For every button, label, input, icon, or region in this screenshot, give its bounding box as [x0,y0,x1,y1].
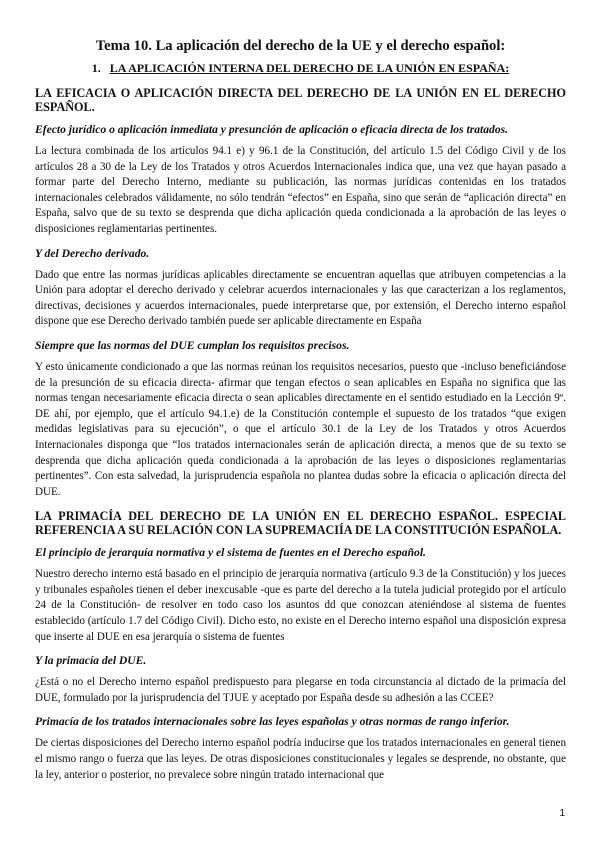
subsection-heading-italic: El principio de jerarquía normativa y el sistema de fuentes en el Derecho español. [35,546,426,560]
section-heading [35,61,566,76]
page-number: 1 [559,808,565,819]
section-heading-bold: LA EFICACIA O APLICACIÓN DIRECTA DEL DERECHO DE LA UNIÓN EN EL DERECHO ESPAÑOL. [35,86,566,114]
section-number: 1. [91,61,101,75]
section-heading-bold: LA PRIMACÍA DEL DERECHO DE LA UNIÓN EN EL DERECHO ESPAÑOL. ESPECIAL REFERENCIA A SU RELACIÓN CON LA SUPREMACIÍA DE LA CONSTITUCIÓN ESPAÑOLA. [35,509,566,538]
document-body [35,86,566,783]
paragraph: ¿Está o no el Derecho interno español predispuesto para plegarse en toda circunstancia al dictado de la primacía del DUE, formulado por la jurisprudencia del TJUE y aceptado por España desde su adhesión a las CCEE? [35,676,566,704]
paragraph: Nuestro derecho interno está basado en el principio de jerarquía normativa (artículo 9.3 de la Constitución) y los jueces y tribunales españoles tienen el deber inexcusable -que es parte del derecho a la tutela judicial protegido por el artículo 24 de la Constitución- de resolver en todo caso los asuntos dd que conozcan ateniéndose al sistema de fuentes establecido (artículo 1.7 del Código Civil). Dicho esto, no existe en el Derecho interno español una disposición expresa que inserte al DUE en esa jerarquía o sistema de fuentes [35,568,566,643]
paragraph: Dado que entre las normas jurídicas aplicables directamente se encuentran aquellas que atribuyen competencias a la Unión para adoptar el derecho derivado y celebrar acuerdos internacionales y las que caracterizan a los reglamentos, directivas, decisiones y acuerdos internacionales, puede interpretarse que, por extensión, el Derecho interno español dispone que ese Derecho derivado también puede ser aplicable directamente en España [35,268,566,328]
subsection-heading-italic: Siempre que las normas del DUE cumplan los requisitos precisos. [35,338,350,352]
paragraph: La lectura combinada de los artículos 94.1 e) y 96.1 de la Constitución, del artículo 1.5 del Código Civil y de los artículos 28 a 30 de la Ley de los Tratados y otros Acuerdos Internacionales indica que, una vez que hayan pasado a formar parte del Derecho Interno, mediante su publicación, las normas jurídicas contenidas en los tratados internacionales celebrados válidamente, no sólo tendrán “efectos” en España, sino que serán de “aplicación directa” en España, salvo que de su texto se desprenda que dicha aplicación queda condicionada a la aprobación de las leyes o disposiciones reglamentarias pertinentes. [35,145,566,235]
section-label: LA APLICACIÓN INTERNA DEL DERECHO DE LA UNIÓN EN ESPAÑA: [109,61,510,75]
paragraph: Y esto únicamente condicionado a que las normas reúnan los requisitos necesarios, puesto que -incluso beneficiándose de la presunción de su eficacia directa- afirmar que tengan efectos o sean aplicables en España no significa que las normas tengan necesariamente eficacia directa o sean aplicables directamente en el sentido estudiado en la Lección 9º. DE ahí, por ejemplo, que el artículo 94.1.e) de la Constitución contemple el supuesto de los tratados “que exigen medidas legislativas para su ejecución”, o que el artículo 30.1 de la Ley de los Tratados y otros Acuerdos Internacionales disponga que “los tratados internacionales serán de aplicación directa, a menos que de su texto se desprenda que dicha aplicación queda condicionada a la aprobación de las leyes o disposiciones reglamentarias pertinentes”. Con esta salvedad, la jurisprudencia española no plantea dudas sobre la eficacia o aplicación directa del DUE. [35,360,566,498]
subsection-heading-italic: Efecto jurídico o aplicación inmediata y presunción de aplicación o eficacia directa de los tratados. [35,123,509,136]
document-title: Tema 10. La aplicación del derecho de la UE y el derecho español: [95,38,506,54]
subsection-heading-italic: Primacía de los tratados internacionales sobre las leyes españolas y otras normas de rango inferior. [35,715,510,729]
paragraph: De ciertas disposiciones del Derecho interno español podría inducirse que los tratados internacionales en general tienen el mismo rango o fuerza que las leyes. De otras disposiciones constitucionales y legales se desprende, no obstante, que la ley, anterior o posterior, no prevalece sobre ningún tratado internacional que [35,737,566,781]
subsection-heading-italic: Y la primacía del DUE. [35,654,147,668]
subsection-heading-italic: Y del Derecho derivado. [35,246,150,260]
document-page [35,30,566,792]
